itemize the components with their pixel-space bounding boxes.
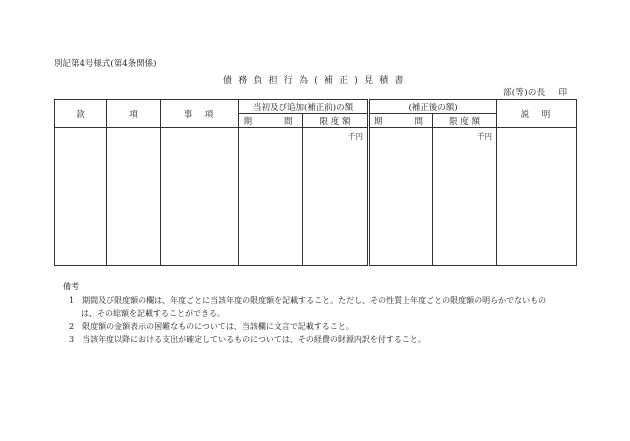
- form-label: 別記第4号様式(第4条関係): [54, 59, 157, 69]
- seal-mark: 印: [558, 88, 568, 98]
- cell-kan: [55, 128, 107, 266]
- cell-limit-before-unit: 千円: [303, 128, 369, 266]
- cell-period-after: [369, 128, 433, 266]
- signer-line: [503, 86, 567, 98]
- cell-kou: [107, 128, 161, 266]
- header-setsumei: 説 明: [497, 100, 577, 128]
- notes-title: 備考: [63, 282, 79, 291]
- note-item-3: 3 当該年度以降における支出が確定しているものについては、その経費の財源内訳を付すること。: [69, 335, 426, 344]
- subheader-limit-before: 限 度 額: [303, 114, 369, 128]
- cell-jikou: [161, 128, 239, 266]
- cell-limit-after-unit: 千円: [433, 128, 497, 266]
- subheader-period-before: 期 間: [239, 114, 303, 128]
- cell-setsumei: [497, 128, 577, 266]
- note-item-2: 2 限度額の金額表示の困難なものについては、当該欄に文言で記載すること。: [69, 322, 354, 331]
- note-item-1: 1 期間及び限度額の欄は、年度ごとに当該年度の限度額を記載すること。ただし、その性質上年度ごとの限度額の明らかでないもの: [69, 296, 547, 305]
- header-kan: 款: [55, 100, 107, 128]
- document-title: 債務負担行為(補正)見積書: [223, 76, 410, 86]
- header-kou: 項: [107, 100, 161, 128]
- header-group-after: (補正後の額): [369, 100, 497, 114]
- note-item-1-cont: は、その総額を記載することができる。: [81, 309, 225, 318]
- header-jikou: 事 項: [161, 100, 239, 128]
- signer-label: 部(等)の長: [503, 88, 546, 98]
- subheader-limit-after: 限 度 額: [433, 114, 497, 128]
- header-group-before: 当初及び追加(補正前)の額: [239, 100, 369, 114]
- subheader-period-after: 期 間: [369, 114, 433, 128]
- estimate-table: [54, 99, 577, 266]
- cell-period-before: [239, 128, 303, 266]
